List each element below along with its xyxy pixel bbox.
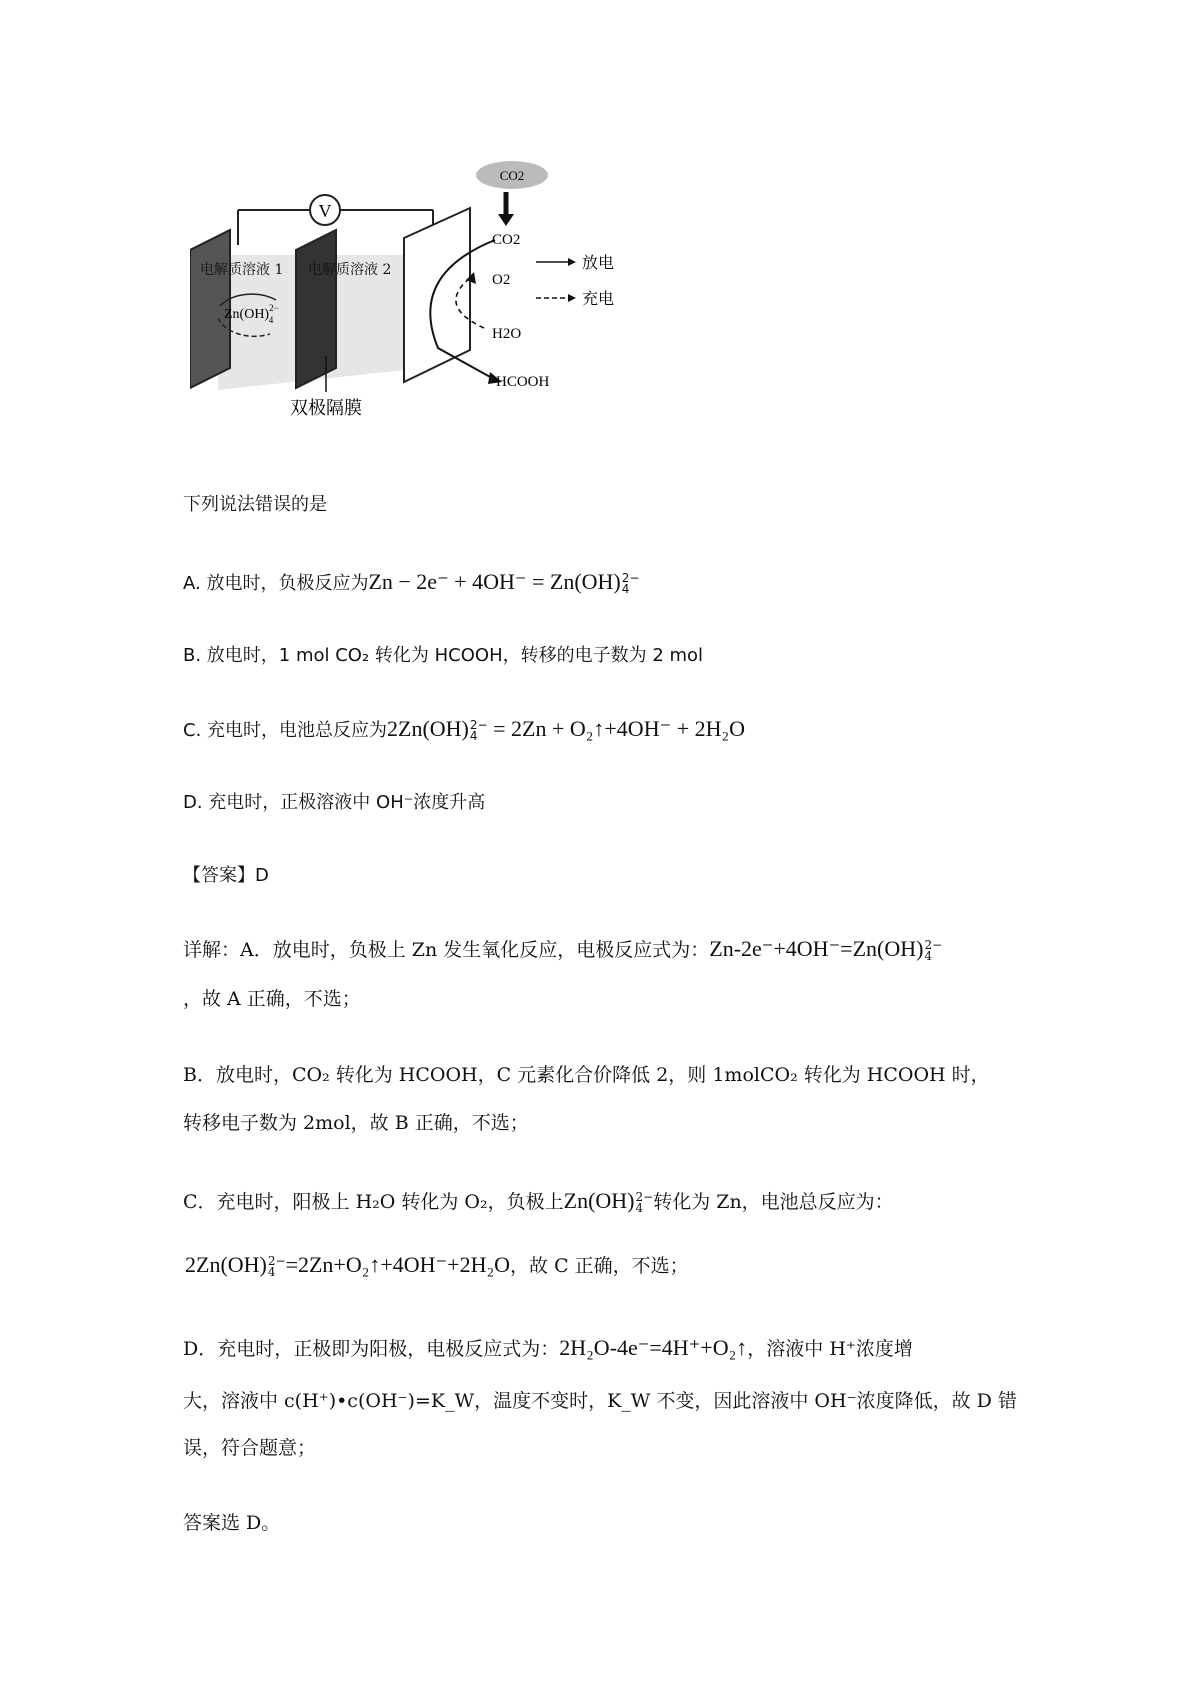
legend-solid-head (568, 258, 576, 266)
ion-sub: 4 (267, 1265, 276, 1279)
explanation-d-line3: 误，符合题意； (183, 1437, 317, 1459)
explanation-d-line1-b: ，溶液中 H⁺浓度增 (747, 1338, 913, 1360)
ion-charge: 2− (267, 1254, 286, 1268)
h2o-label: H2O (492, 326, 522, 342)
explanation-a-formula: Zn-2e⁻+4OH⁻=Zn(OH) (709, 936, 924, 961)
bipolar-membrane (296, 230, 336, 388)
explanation-c-line2-formula-rest: =2Zn+O₂↑+4OH⁻+2H₂O (285, 1252, 511, 1277)
explanation-c-line1-formula: Zn(OH) (563, 1188, 635, 1213)
explanation-a-text: 详解：A．放电时，负极上 Zn 发生氧化反应，电极反应式为： (183, 939, 710, 961)
ion-charge: 2− (621, 571, 640, 585)
explanation-b-line2: 转移电子数为 2mol，故 B 正确，不选； (183, 1112, 529, 1134)
explanation-b-line1: B．放电时，CO₂ 转化为 HCOOH，C 元素化合价降低 2，则 1molCO₂ 转化为 HCOOH 时， (183, 1064, 990, 1086)
ion-charge: 2− (635, 1190, 654, 1204)
electrolyte1-label: 电解质溶液 1 (200, 262, 284, 278)
ion-sub: 4 (635, 1201, 644, 1215)
option-c-ion-index (470, 720, 488, 742)
explanation-c-line2-ion-index (268, 1256, 286, 1278)
answer: 【答案】D (183, 865, 269, 886)
explanation-c-line2-formula: 2Zn(OH) (185, 1252, 267, 1277)
explanation-d-line1-a: D．充电时，正极即为阳极，电极反应式为： (183, 1338, 560, 1360)
legend-charge-label: 充电 (582, 289, 615, 308)
option-a (183, 570, 639, 596)
o2-label: O2 (492, 272, 511, 288)
explanation-c-line2-end: ，故 C 正确，不选； (510, 1255, 689, 1277)
ion-charge: 2− (469, 718, 488, 732)
option-c-formula: 2Zn(OH) (387, 716, 469, 741)
option-c-formula-rest: = 2Zn + O₂↑+4OH⁻ + 2H₂O (487, 716, 746, 741)
battery-diagram (190, 160, 710, 460)
cloud-label: CO2 (499, 168, 525, 183)
option-a-label: A. 放电时，负极反应为 (183, 573, 369, 594)
final-answer: 答案选 D。 (183, 1512, 281, 1534)
explanation-c-line1-b: 转化为 Zn，电池总反应为： (653, 1191, 894, 1213)
question-text: 下列说法错误的是 (183, 494, 327, 515)
explanation-d-line1-formula: 2H₂O-4e⁻=4H⁺+O₂↑ (559, 1335, 748, 1360)
electrolyte2-label: 电解质溶液 2 (308, 262, 392, 278)
explanation-d-line2: 大，溶液中 c(H⁺)•c(OH⁻)=K_W，温度不变时，K_W 不变，因此溶液中 OH⁻浓度降低，故 D 错 (183, 1390, 1017, 1412)
option-c-label: C. 充电时，电池总反应为 (183, 720, 388, 741)
ion-sub: 4 (924, 949, 933, 963)
membrane-label: 双极隔膜 (290, 398, 362, 419)
explanation-c-line2 (185, 1253, 689, 1278)
legend-dashed-head (568, 294, 576, 302)
explanation-a-ion-index (924, 940, 942, 962)
explanation-c-line1-a: C．充电时，阳极上 H₂O 转化为 O₂，负极上 (183, 1191, 564, 1213)
co2-input-arrow-head (498, 214, 514, 226)
ion-sub: 4 (621, 582, 630, 596)
option-c (183, 717, 745, 743)
option-a-formula: Zn − 2e⁻ + 4OH⁻ = Zn(OH) (368, 569, 621, 594)
explanation-c-line1-ion-index (636, 1192, 654, 1214)
explanation-d-line1 (183, 1336, 913, 1361)
explanation-a-end: ，故 A 正确，不选； (183, 988, 361, 1010)
option-d: D. 充电时，正极溶液中 OH⁻浓度升高 (183, 792, 486, 813)
ion-sub: 4 (469, 729, 478, 743)
co2-label: CO2 (492, 232, 521, 248)
option-b: B. 放电时，1 mol CO₂ 转化为 HCOOH，转移的电子数为 2 mol (183, 645, 704, 666)
hcooh-label: HCOOH (496, 374, 550, 390)
legend-discharge-label: 放电 (582, 253, 615, 272)
voltmeter-label: V (318, 201, 332, 221)
zincate-label: Zn(OH)$^{2-}$ 4 (224, 303, 279, 325)
explanation-c-line1 (183, 1189, 894, 1214)
explanation-a (183, 937, 942, 962)
ion-charge: 2− (924, 938, 943, 952)
cathode-electrode (404, 208, 470, 382)
option-a-ion-index (622, 573, 640, 595)
